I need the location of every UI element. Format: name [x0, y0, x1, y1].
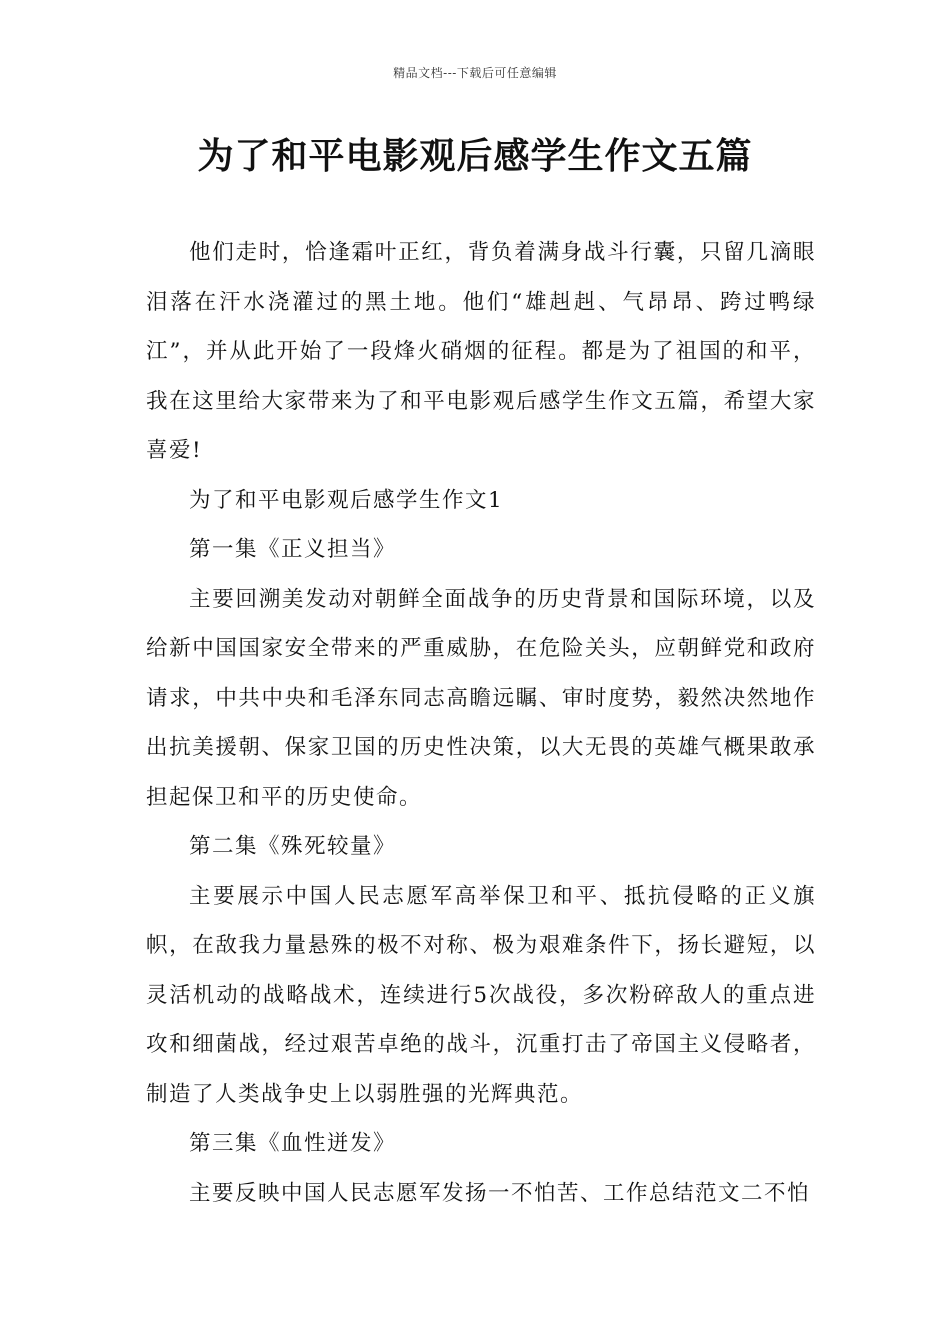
header-note: 精品文档---下载后可任意编辑: [393, 66, 557, 80]
body-paragraph: 主要反映中国人民志愿军发扬一不怕苦、工作总结范文二不怕: [189, 1180, 811, 1206]
body-paragraph: 主要回溯美发动对朝鲜全面战争的历史背景和国际环境，以及给新中国国家安全带来的严重威胁，在危险关头，应朝鲜党和政府请求，中共中央和毛泽东同志高瞻远瞩、审时度势，毅然决然地作出抗美援朝、保家卫国的历史性决策，以大无畏的英雄气概果敢承担起保卫和平的历史使命。: [146, 586, 816, 810]
document-title: 为了和平电影观后感学生作文五篇: [197, 135, 753, 177]
intro-paragraph: 他们走时，恰逢霜叶正红，背负着满身战斗行囊，只留几滴眼泪落在汗水浇灌过的黑土地。他们“雄赳赳、气昂昂、跨过鸭绿江”，并从此开始了一段烽火硝烟的征程。都是为了祖国的和平，我在这里给大家带来为了和平电影观后感学生作文五篇，希望大家喜爱!: [146, 240, 816, 463]
episode-heading: 第二集《殊死较量》: [189, 834, 397, 859]
episode-heading: 第一集《正义担当》: [189, 537, 397, 562]
body-paragraph: 主要展示中国人民志愿军高举保卫和平、抵抗侵略的正义旗帜，在敌我力量悬殊的极不对称、极为艰难条件下，扬长避短，以灵活机动的战略战术，连续进行5次战役，多次粉碎敌人的重点进攻和细菌战，经过艰苦卓绝的战斗，沉重打击了帝国主义侵略者，制造了人类战争史上以弱胜强的光辉典范。: [146, 883, 816, 1107]
document-body: [146, 228, 816, 1218]
episode-heading: 第三集《血性迸发》: [189, 1131, 397, 1156]
section-heading: 为了和平电影观后感学生作文1: [189, 487, 504, 513]
